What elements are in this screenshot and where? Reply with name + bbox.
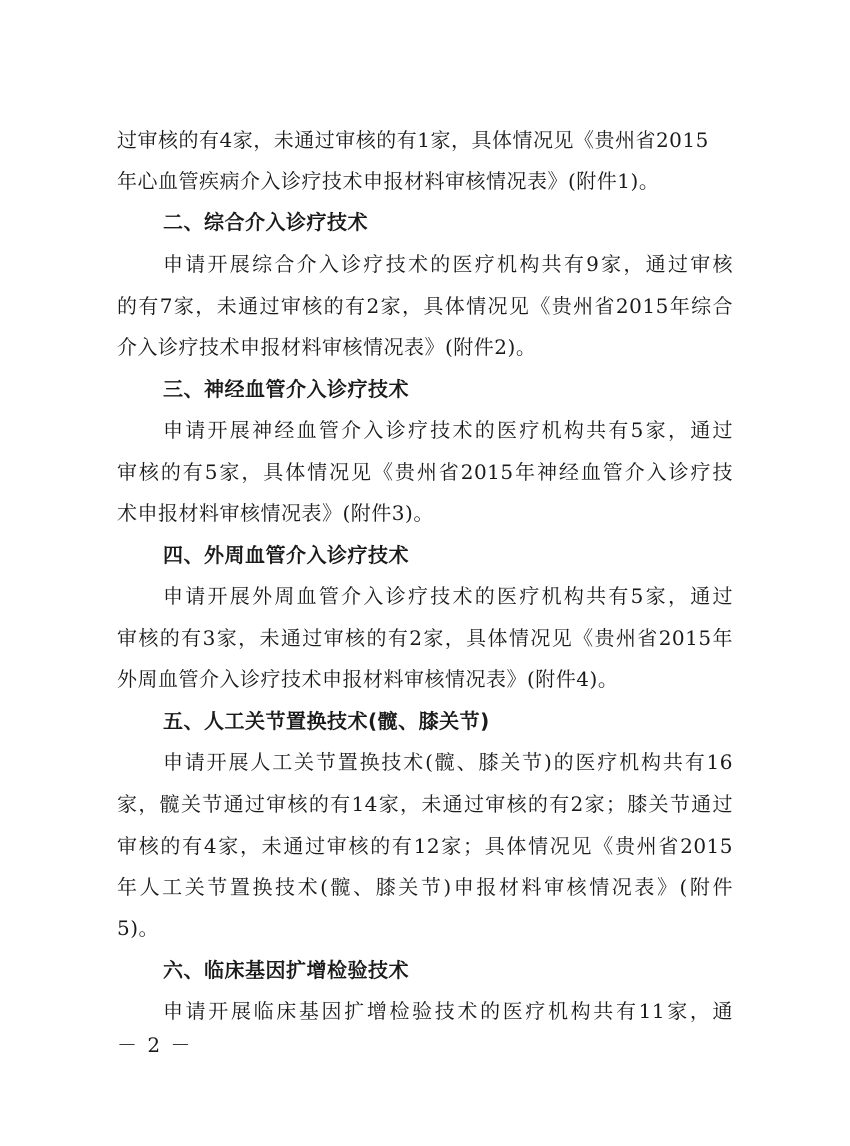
body-line: 申请开展临床基因扩增检验技术的医疗机构共有11家，通 xyxy=(163,999,733,1023)
section-heading-4: 四、外周血管介入诊疗技术 xyxy=(163,543,409,567)
body-line: 申请开展人工关节置换技术(髋、膝关节)的医疗机构共有16 xyxy=(163,750,733,774)
page-number: － 2 － xyxy=(117,1033,193,1057)
body-line: 过审核的有4家，未通过审核的有1家，具体情况见《贵州省2015 xyxy=(117,128,709,152)
body-line: 5)。 xyxy=(117,916,160,940)
body-line: 审核的有4家，未通过审核的有12家；具体情况见《贵州省2015 xyxy=(117,834,733,858)
body-line: 外周血管介入诊疗技术申报材料审核情况表》(附件4)。 xyxy=(117,667,619,691)
body-line: 的有7家，未通过审核的有2家，具体情况见《贵州省2015年综合 xyxy=(117,294,733,318)
section-heading-6: 六、临床基因扩增检验技术 xyxy=(163,958,409,982)
body-line: 申请开展综合介入诊疗技术的医疗机构共有9家，通过审核 xyxy=(163,252,733,276)
body-line: 家，髋关节通过审核的有14家，未通过审核的有2家；膝关节通过 xyxy=(117,792,733,816)
section-heading-3: 三、神经血管介入诊疗技术 xyxy=(163,377,409,401)
body-line: 术申报材料审核情况表》(附件3)。 xyxy=(117,501,434,525)
body-line: 年心血管疾病介入诊疗技术申报材料审核情况表》(附件1)。 xyxy=(117,169,660,193)
body-line: 介入诊疗技术申报材料审核情况表》(附件2)。 xyxy=(117,335,537,359)
body-line: 审核的有5家，具体情况见《贵州省2015年神经血管介入诊疗技 xyxy=(117,460,733,484)
body-line: 年人工关节置换技术(髋、膝关节)申报材料审核情况表》(附件 xyxy=(117,875,733,899)
body-line: 申请开展外周血管介入诊疗技术的医疗机构共有5家，通过 xyxy=(163,584,733,608)
body-line: 审核的有3家，未通过审核的有2家，具体情况见《贵州省2015年 xyxy=(117,626,733,650)
body-line: 申请开展神经血管介入诊疗技术的医疗机构共有5家，通过 xyxy=(163,418,733,442)
section-heading-2: 二、综合介入诊疗技术 xyxy=(163,210,368,234)
section-heading-5: 五、人工关节置换技术(髋、膝关节) xyxy=(163,709,490,733)
